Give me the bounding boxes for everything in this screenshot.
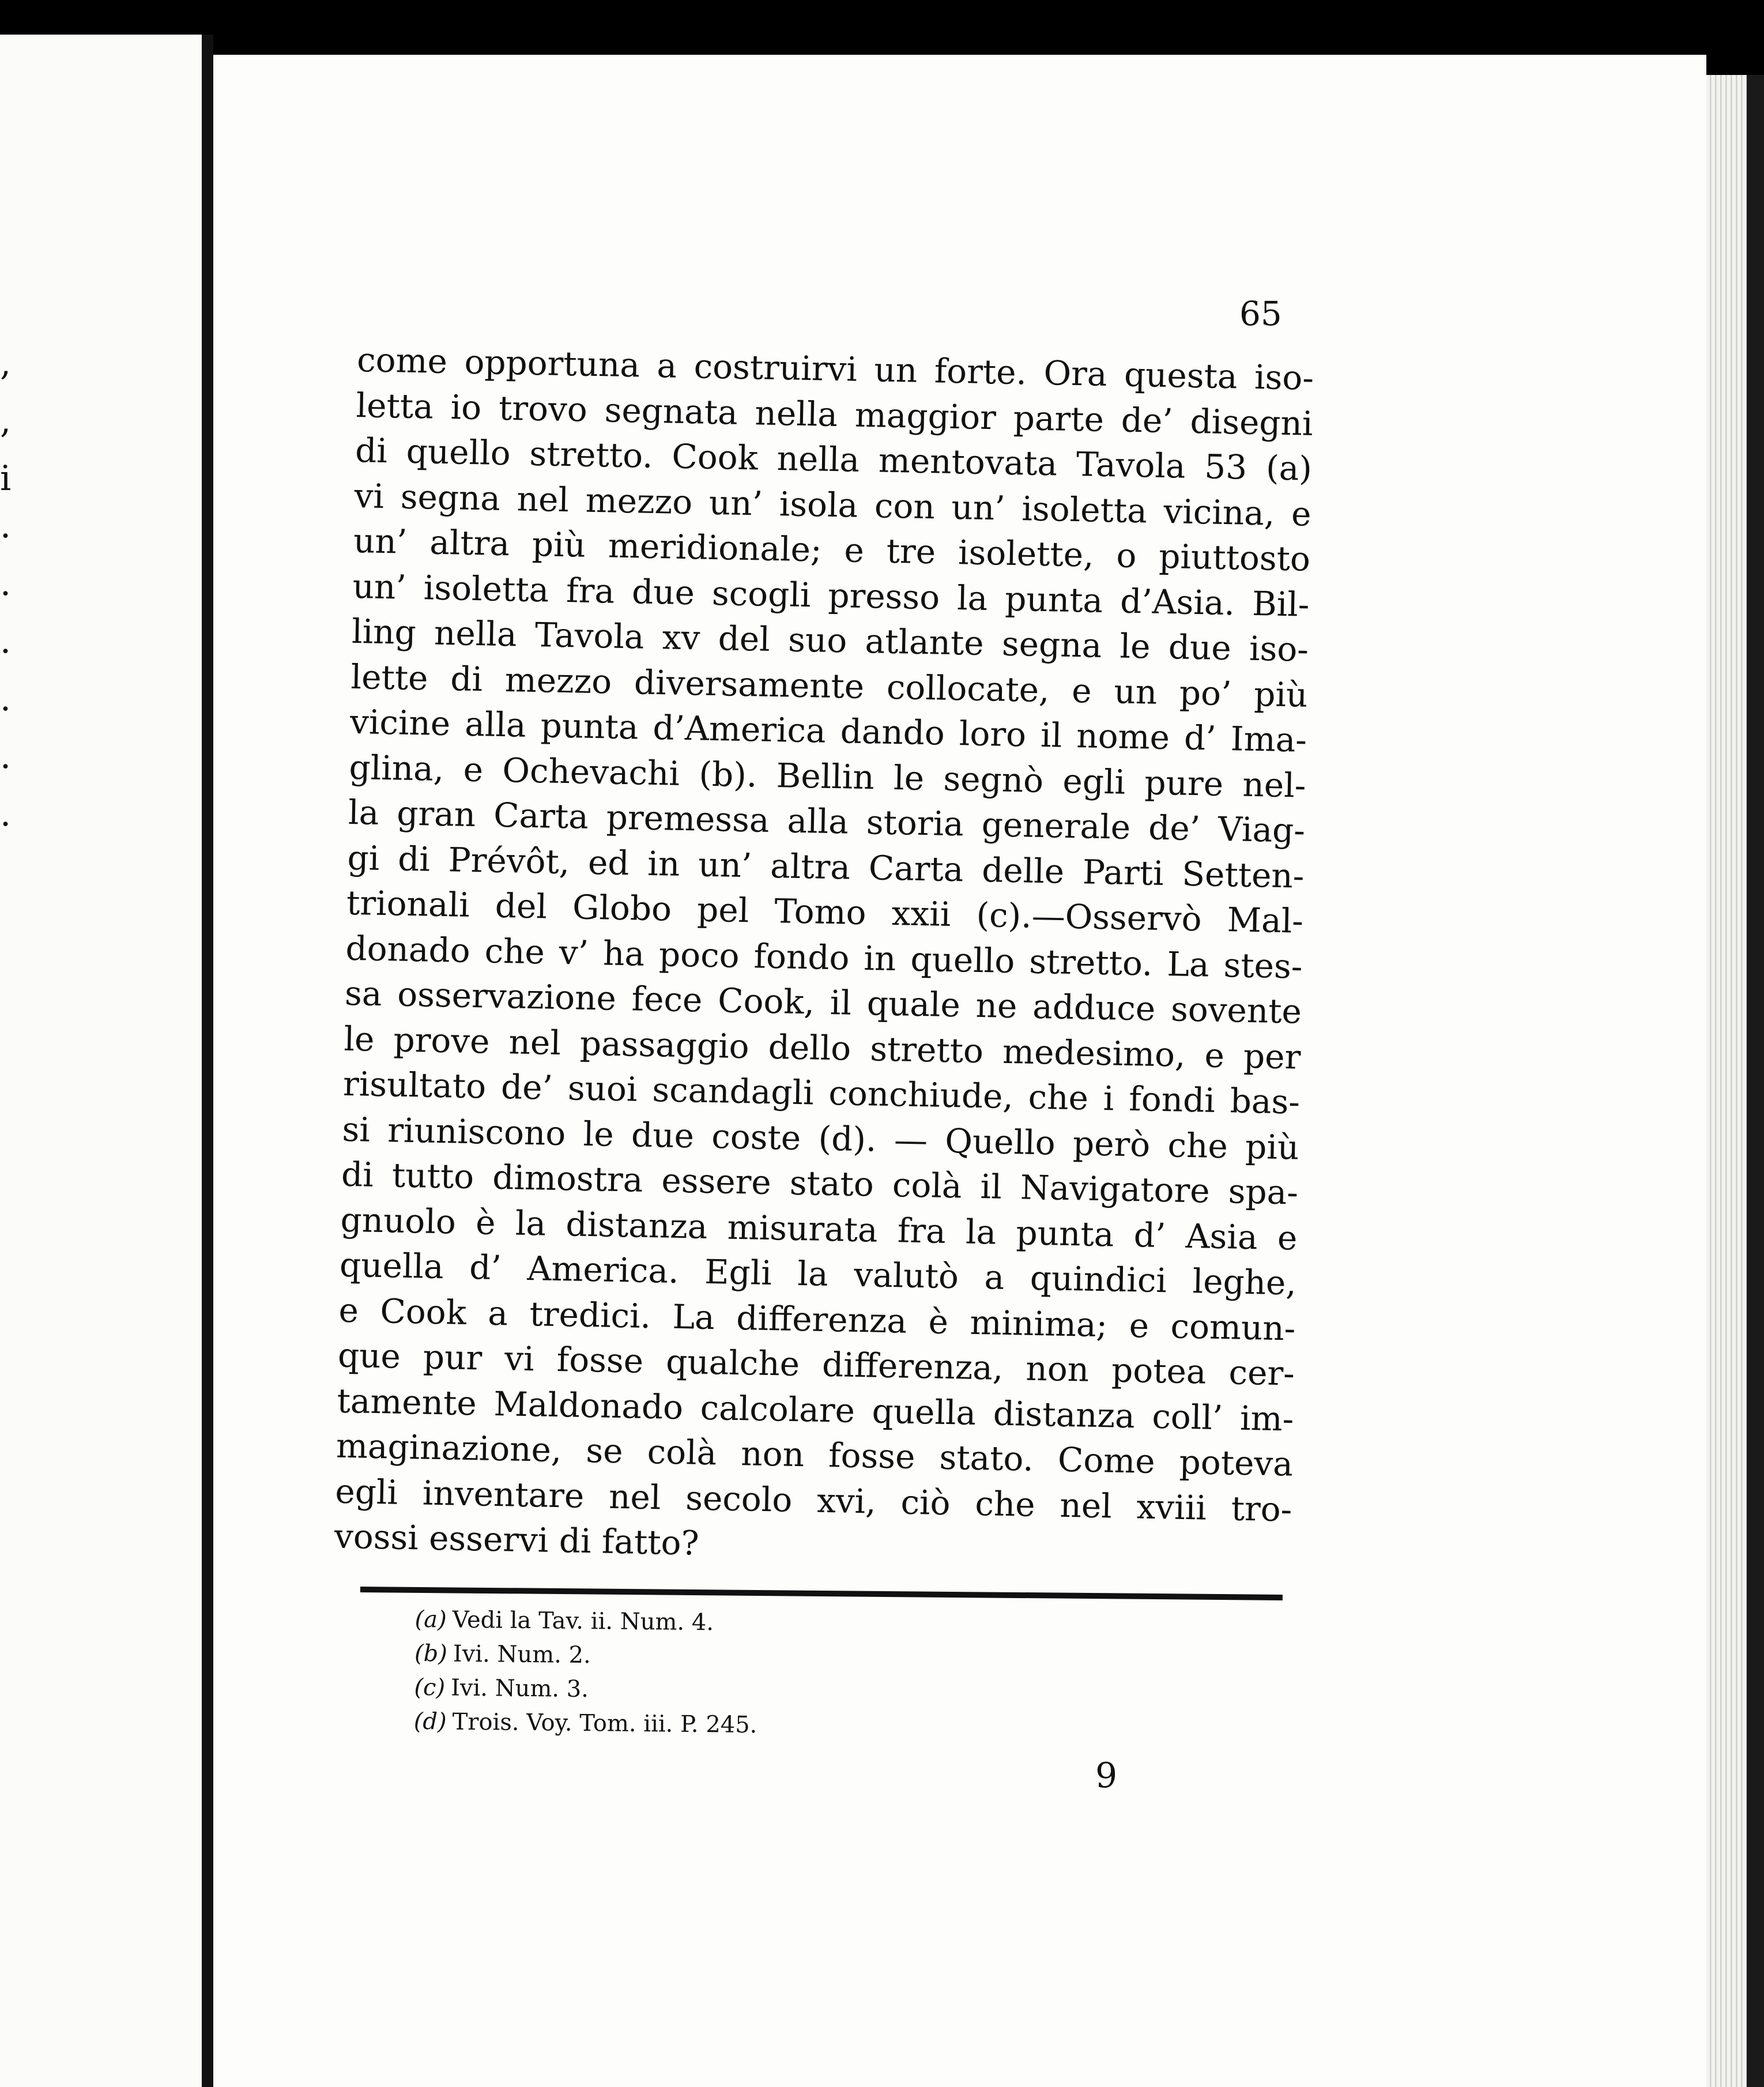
text-line: trionali del Globo pel Tomo xxii (c).—Osservò Mal- (346, 883, 1304, 941)
footnotes (414, 1603, 759, 1742)
text-line: gnuolo è la distanza misurata fra la punta d’ Asia e (340, 1200, 1298, 1258)
text-line: tamente Maldonado calcolare quella distanza coll’ im- (336, 1381, 1294, 1439)
text-line: maginazione, se colà non fosse stato. Come poteva (336, 1426, 1294, 1484)
footnote-text: Trois. Voy. Tom. iii. P. 245. (452, 1708, 757, 1739)
previous-page-text-fragments: , , i · · · · · · (0, 343, 12, 845)
footnote-d (414, 1705, 757, 1742)
footnote-mark: (b) (414, 1640, 448, 1667)
text-line: un’ altra più meridionale; e tre isolette, o piuttosto (353, 521, 1311, 579)
text-line: glina, e Ochevachi (b). Bellin le segnò egli pure nel- (349, 747, 1307, 805)
text-line: vi segna nel mezzo un’ isola con un’ isoletta vicina, e (354, 476, 1312, 534)
footnote-a (414, 1603, 758, 1640)
footnote-c (414, 1671, 757, 1708)
text-line: letta io trovo segnata nella maggior parte de’ disegni (356, 385, 1314, 443)
footnote-text: Vedi la Tav. ii. Num. 4. (452, 1606, 714, 1636)
text-line: sa osservazione fece Cook, il quale ne adduce sovente (344, 973, 1302, 1031)
text-line: egli inventare nel secolo xvi, ciò che nel xviii tro- (334, 1471, 1292, 1529)
footnote-mark: (d) (413, 1708, 447, 1735)
footnote-b (414, 1637, 758, 1674)
footnote-mark: (a) (414, 1606, 447, 1633)
text-line: donado che v’ ha poco fondo in quello stretto. La stes- (345, 928, 1303, 986)
text-line: vossi esservi di fatto? (334, 1516, 700, 1563)
signature-mark: 9 (1095, 1756, 1118, 1796)
text-line: lette di mezzo diversamente collocate, e un po’ più (350, 657, 1309, 715)
text-line: vicine alla punta d’America dando loro il nome d’ Ima- (349, 702, 1307, 760)
text-line: di quello stretto. Cook nella mentovata Tavola 53 (a) (355, 430, 1313, 488)
text-line: le prove nel passaggio dello stretto medesimo, e per (343, 1019, 1301, 1077)
page-stack-edge (1706, 75, 1747, 2087)
text-line: un’ isoletta fra due scogli presso la punta d’Asia. Bil- (352, 566, 1310, 624)
text-line: la gran Carta premessa alla storia generale de’ Viag- (348, 792, 1306, 850)
text-line: come opportuna a costruirvi un forte. Ora questa iso- (356, 340, 1314, 398)
footnote-text: Ivi. Num. 2. (453, 1640, 591, 1669)
text-line: si riuniscono le due coste (d). — Quello però che più (341, 1109, 1299, 1167)
footnote-text: Ivi. Num. 3. (450, 1674, 589, 1703)
text-line: quella d’ America. Egli la valutò a quindici leghe, (339, 1245, 1297, 1303)
body-text (334, 337, 1314, 1577)
previous-page-edge (0, 35, 202, 2087)
text-line: ling nella Tavola xv del suo atlante segna le due iso- (351, 611, 1309, 669)
text-line: di tutto dimostra essere stato colà il Navigatore spa- (341, 1154, 1299, 1212)
page-number: 65 (1239, 294, 1282, 333)
text-line: risultato de’ suoi scandagli conchiude, che i fondi bas- (342, 1064, 1301, 1122)
text-line: gi di Prévôt, ed in un’ altra Carta delle Parti Setten- (347, 838, 1305, 896)
text-line: e Cook a tredici. La differenza è minima; e comun- (338, 1290, 1296, 1348)
text-line: que pur vi fosse qualche differenza, non potea cer- (337, 1335, 1295, 1393)
book-gutter (202, 35, 213, 2087)
book-cover-edge (1747, 75, 1764, 2087)
footnote-mark: (c) (414, 1674, 446, 1701)
